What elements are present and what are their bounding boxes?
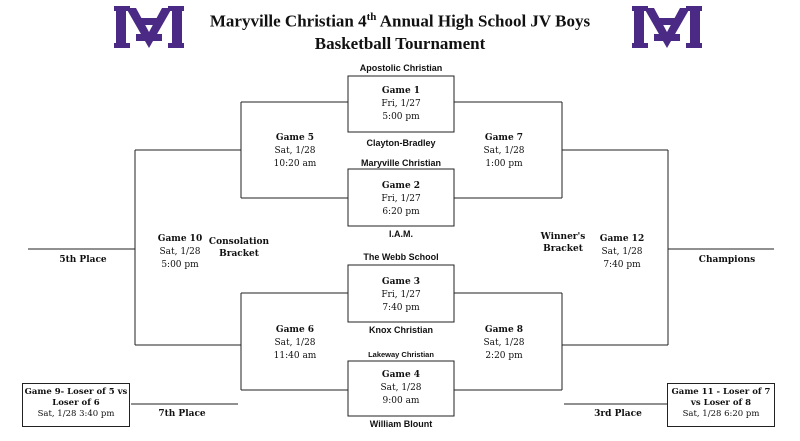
tournament-title: Maryville Christian 4th Annual High School JV Boys Basketball Tournament [209, 11, 591, 53]
team-apostolic-christian: Apostolic Christian [359, 63, 443, 73]
game-5: Game 5 Sat, 1/28 10:20 am [273, 133, 317, 169]
game-2: Game 2 Fri, 1/27 6:20 pm [381, 181, 421, 217]
fifth-place-label: 5th Place [59, 255, 107, 265]
third-place-label: 3rd Place [594, 409, 642, 419]
team-william-blount: William Blount [369, 419, 433, 429]
team-maryville-christian: Maryville Christian [360, 158, 442, 168]
game-1: Game 1 Fri, 1/27 5:00 pm [381, 86, 421, 122]
consolation-bracket-label: Consolation Bracket [208, 237, 270, 259]
team-iam: I.A.M. [389, 229, 413, 239]
game-4: Game 4 Sat, 1/28 9:00 am [380, 370, 422, 406]
game-9-box: Game 9- Loser of 5 vs Loser of 6 Sat, 1/28 3:40 pm [22, 383, 130, 427]
team-clayton-bradley: Clayton-Bradley [366, 138, 436, 148]
game-10: Game 10 Sat, 1/28 5:00 pm [157, 234, 203, 270]
game-8: Game 8 Sat, 1/28 2:20 pm [483, 325, 525, 361]
team-knox-christian: Knox Christian [368, 325, 434, 335]
game-11-box: Game 11 - Loser of 7 vs Loser of 8 Sat, 1/28 6:20 pm [667, 383, 775, 427]
game-7: Game 7 Sat, 1/28 1:00 pm [483, 133, 525, 169]
winners-bracket-label: Winner's Bracket [540, 232, 586, 254]
champions-label: Champions [698, 255, 756, 265]
game-12: Game 12 Sat, 1/28 7:40 pm [599, 234, 645, 270]
team-lakeway-christian: Lakeway Christian [368, 350, 434, 359]
game-6: Game 6 Sat, 1/28 11:40 am [273, 325, 317, 361]
team-webb-school: The Webb School [363, 252, 439, 262]
seventh-place-label: 7th Place [158, 409, 206, 419]
game-3: Game 3 Fri, 1/27 7:40 pm [381, 277, 421, 313]
